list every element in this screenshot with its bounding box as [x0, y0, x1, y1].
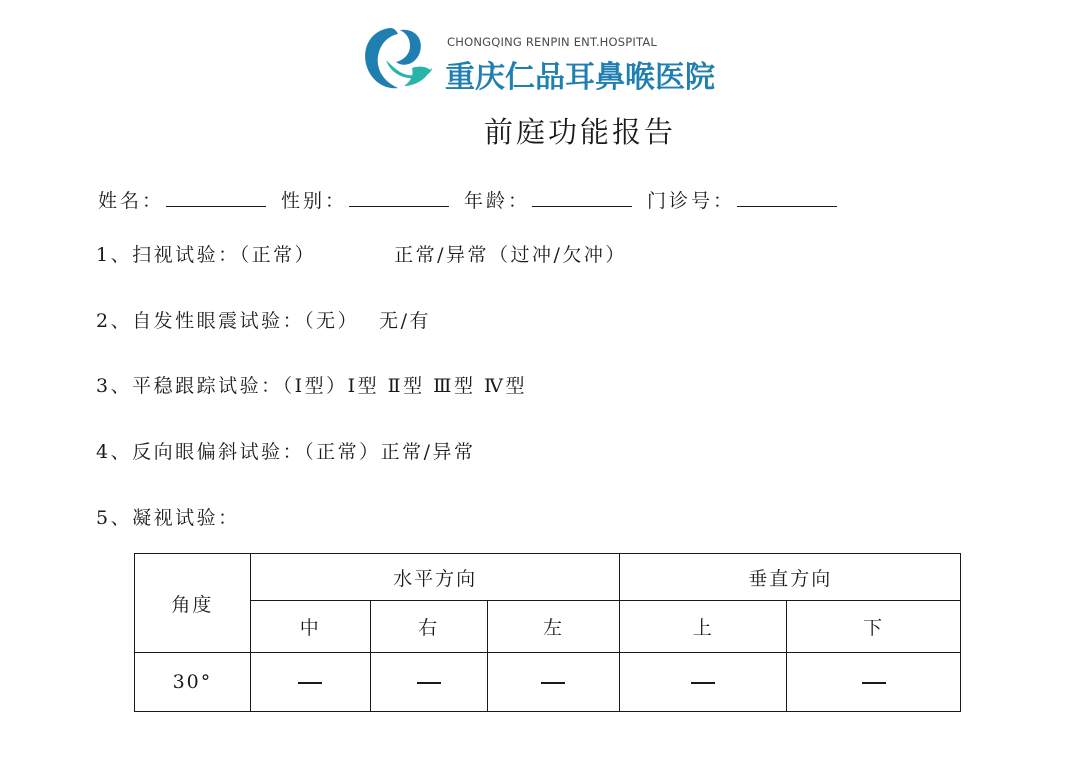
age-field [464, 186, 632, 213]
test-item-gaze [96, 503, 240, 530]
clinic-no-label: 门诊号： [647, 190, 736, 212]
table-subheader-row [135, 601, 961, 653]
test-index: 2、 [96, 310, 133, 332]
dash-mark [691, 682, 715, 685]
test-item-spontaneous-nystagmus [96, 306, 431, 333]
test-name: 扫视试验： [132, 244, 240, 266]
angle-cell: 30° [135, 653, 251, 712]
name-field [98, 186, 266, 213]
patient-info-row [98, 186, 852, 213]
test-item-skew-deviation [96, 437, 476, 464]
test-result: （无） [304, 310, 360, 332]
test-name: 反向眼偏斜试验： [132, 441, 305, 463]
report-title: 前庭功能报告 [483, 115, 676, 149]
dash-mark [541, 682, 565, 685]
gender-label: 性别： [281, 190, 348, 212]
test-index: 1、 [96, 244, 133, 266]
test-item-saccade [96, 240, 627, 267]
test-name: 平稳跟踪试验： [132, 375, 283, 397]
value-cell-right [370, 653, 487, 712]
hospital-name-cn: 重庆仁品耳鼻喉医院 [445, 60, 715, 95]
column-center: 中 [250, 601, 370, 653]
vertical-header: 垂直方向 [620, 554, 961, 601]
table-row [135, 653, 961, 712]
test-item-smooth-pursuit [96, 371, 527, 398]
test-index: 3、 [96, 375, 133, 397]
value-cell-down [787, 653, 961, 712]
value-cell-center [250, 653, 370, 712]
hospital-logo-icon [360, 24, 434, 94]
name-blank[interactable] [166, 205, 266, 207]
test-name: 自发性眼震试验： [132, 310, 305, 332]
column-down: 下 [787, 601, 961, 653]
clinic-no-field [647, 186, 837, 213]
age-blank[interactable] [532, 205, 632, 207]
gender-field [281, 186, 449, 213]
dash-mark [298, 682, 322, 685]
test-options: Ⅰ型 Ⅱ型 Ⅲ型 Ⅳ型 [347, 375, 527, 397]
age-label: 年龄： [464, 190, 531, 212]
horizontal-header: 水平方向 [250, 554, 620, 601]
gender-blank[interactable] [349, 205, 449, 207]
angle-header: 角度 [135, 554, 251, 653]
table-header-row [135, 554, 961, 601]
test-options: 无/有 [379, 310, 432, 332]
dash-mark [417, 682, 441, 685]
value-cell-left [487, 653, 620, 712]
column-right: 右 [370, 601, 487, 653]
hospital-logo [360, 22, 760, 94]
value-cell-up [620, 653, 787, 712]
column-left: 左 [487, 601, 620, 653]
test-options: 正常/异常 [380, 441, 476, 463]
test-name: 凝视试验： [132, 507, 240, 529]
test-result: （正常） [304, 441, 381, 463]
clinic-no-blank[interactable] [737, 205, 837, 207]
hospital-name-en: CHONGQING RENPIN ENT.HOSPITAL [447, 35, 658, 49]
dash-mark [862, 682, 886, 685]
test-options: 正常/异常（过冲/欠冲） [394, 244, 627, 266]
test-index: 5、 [96, 507, 133, 529]
test-result: （Ⅰ型） [282, 375, 348, 397]
name-label: 姓名： [98, 190, 165, 212]
gaze-test-table [134, 553, 961, 712]
column-up: 上 [620, 601, 787, 653]
test-result: （正常） [239, 244, 317, 266]
test-index: 4、 [96, 441, 133, 463]
